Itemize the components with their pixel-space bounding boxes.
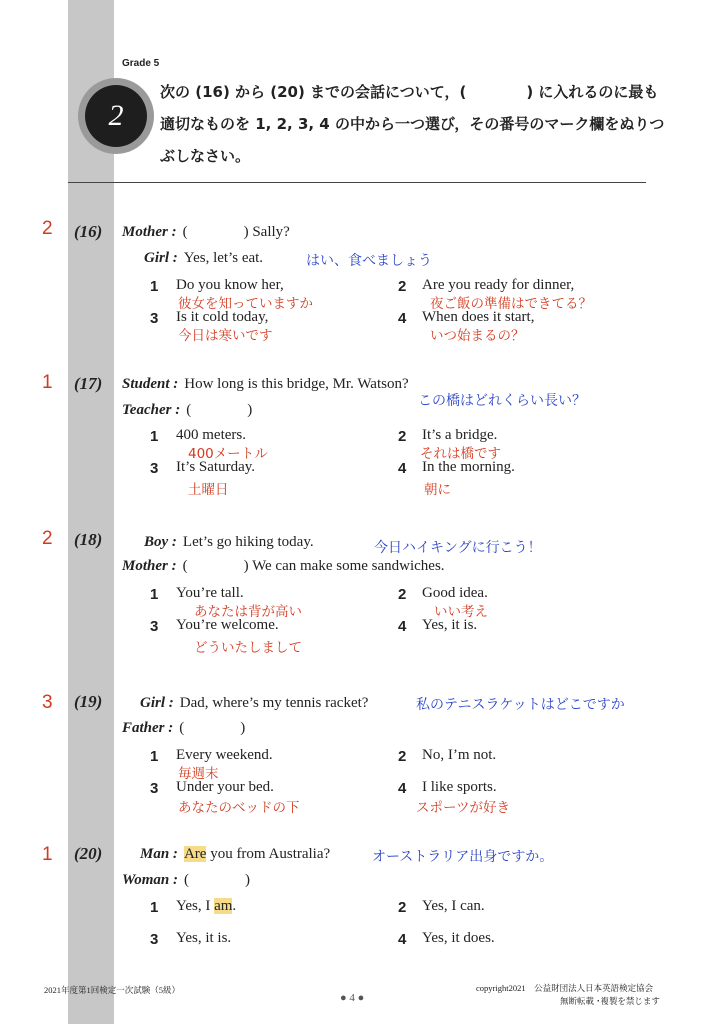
note-translation-18: 今日ハイキングに行こう！ <box>374 540 542 556</box>
dialogue-line-17-1 <box>122 376 409 393</box>
speaker: Boy : <box>144 534 177 550</box>
option-translation: 夜ご飯の準備はできてる？ <box>430 296 592 312</box>
question-number-18: (18) <box>74 530 103 549</box>
option-number: 4 <box>398 931 407 948</box>
question-number-19: (19) <box>74 692 103 711</box>
section-number-badge: 2 <box>85 85 147 147</box>
option-translation: あなたのベッドの下 <box>178 800 300 816</box>
paren-open: ( <box>179 720 185 736</box>
dialogue-line-19-1 <box>140 695 368 712</box>
option-text: Do you know her, <box>176 277 284 293</box>
option-translation: 彼女を知っていますか <box>178 296 313 312</box>
paren-open: ( <box>186 402 192 418</box>
option-number: 2 <box>398 428 407 445</box>
option-number: 4 <box>398 780 407 797</box>
dialogue-line-20-2 <box>122 872 250 889</box>
paren-open: ( <box>182 224 188 240</box>
option-translation: それは橋です <box>420 446 501 462</box>
dialogue-line-17-2 <box>122 402 252 419</box>
answer-mark-20: 1 <box>42 844 53 865</box>
option-number: 3 <box>150 931 159 948</box>
option-number: 3 <box>150 460 159 477</box>
speaker: Girl : <box>144 250 178 266</box>
option-number: 4 <box>398 460 407 477</box>
option-number: 2 <box>398 899 407 916</box>
line-text: ) <box>240 720 246 736</box>
option-text: Yes, I can. <box>422 898 485 914</box>
question-number-17: (17) <box>74 374 103 393</box>
line-text: you from Australia? <box>210 846 331 862</box>
instruction-line-3: ぶしなさい。 <box>160 147 251 165</box>
option-translation: 400メートル <box>188 446 268 462</box>
option-translation: どういたしまして <box>194 640 302 656</box>
option-text: I like sports. <box>422 779 497 795</box>
option-translation: スポーツが好き <box>416 800 510 816</box>
option-translation: 土曜日 <box>188 482 229 498</box>
question-number-20: (20) <box>74 844 103 863</box>
option-text: It’s Saturday. <box>176 459 256 475</box>
option-text: When does it start, <box>422 309 535 325</box>
line-text: ) <box>247 402 253 418</box>
footer-notice: 無断転載 ･複製を禁じます <box>560 996 660 1006</box>
option-number: 3 <box>150 310 159 327</box>
option-number: 3 <box>150 780 159 797</box>
option-text: You’re tall. <box>176 585 244 601</box>
option-text: Yes, it does. <box>422 930 495 946</box>
option-text: Is it cold today, <box>176 309 269 325</box>
paren-open: ( <box>182 558 188 574</box>
highlighted-word: am <box>214 898 233 914</box>
option-text: Under your bed. <box>176 779 274 795</box>
speaker: Teacher : <box>122 402 181 418</box>
dialogue-line-19-2 <box>122 720 245 737</box>
answer-mark-18: 2 <box>42 528 53 549</box>
option-text: Yes, it is. <box>422 617 478 633</box>
option-text-part: . <box>232 898 237 914</box>
option-number: 1 <box>150 586 159 603</box>
line-text: Dad, where’s my tennis racket? <box>179 695 369 711</box>
footer-exam-info: 2021年度第1回検定一次試験（5級） <box>44 985 181 995</box>
speaker: Father : <box>122 720 174 736</box>
speaker: Man : <box>140 846 178 862</box>
line-text: ) <box>244 872 250 888</box>
highlighted-word: Are <box>183 846 207 862</box>
option-number: 2 <box>398 278 407 295</box>
note-translation-16: はい、食べましょう <box>306 253 432 269</box>
speaker: Girl : <box>140 695 174 711</box>
speaker: Mother : <box>122 558 177 574</box>
speaker: Mother : <box>122 224 177 240</box>
option-text: 400 meters. <box>176 427 246 443</box>
page-number: ● 4 ● <box>340 992 365 1004</box>
answer-mark-17: 1 <box>42 372 53 393</box>
dialogue-line-20-1 <box>140 846 330 863</box>
option-number: 3 <box>150 618 159 635</box>
option-text: You’re welcome. <box>176 617 279 633</box>
dialogue-line-16-2 <box>144 250 263 267</box>
speaker: Woman : <box>122 872 178 888</box>
option-number: 1 <box>150 278 159 295</box>
paren-open: ( <box>183 872 189 888</box>
option-number: 2 <box>398 586 407 603</box>
instruction-line-1: 次の (16) から (20) までの会話について，( ) に入れるのに最も <box>160 83 659 101</box>
option-number: 1 <box>150 899 159 916</box>
option-number: 2 <box>398 748 407 765</box>
footer-copyright: copyright2021 公益財団法人日本英語検定協会 <box>476 983 654 993</box>
note-translation-19: 私のテニスラケットはどこですか <box>416 697 625 713</box>
option-text: Are you ready for dinner, <box>422 277 575 293</box>
option-translation: いい考え <box>434 604 488 620</box>
line-text: Let’s go hiking today. <box>182 534 314 550</box>
dialogue-line-18-1 <box>144 534 314 551</box>
option-number: 4 <box>398 618 407 635</box>
line-text: How long is this bridge, Mr. Watson? <box>184 376 409 392</box>
note-translation-20: オーストラリア出身ですか。 <box>372 849 554 865</box>
answer-mark-16: 2 <box>42 218 53 239</box>
option-text: In the morning. <box>422 459 515 475</box>
option-translation: 毎週末 <box>178 766 219 782</box>
option-number: 1 <box>150 428 159 445</box>
option-text: No, I’m not. <box>422 747 497 763</box>
option-translation: 朝に <box>424 482 451 498</box>
instruction-line-2: 適切なものを 1, 2, 3, 4 の中から一つ選び，その番号のマーク欄をぬりつ <box>160 115 665 133</box>
dialogue-line-16-1 <box>122 224 290 241</box>
line-text: ) We can make some sandwiches. <box>243 558 445 574</box>
option-text: Good idea. <box>422 585 488 601</box>
option-translation: いつ始まるの？ <box>430 328 525 344</box>
option-text: Every weekend. <box>176 747 273 763</box>
line-text: Yes, let’s eat. <box>183 250 264 266</box>
option-translation: あなたは背が高い <box>194 604 302 620</box>
header-divider <box>68 182 646 183</box>
question-number-16: (16) <box>74 222 103 241</box>
option-number: 1 <box>150 748 159 765</box>
option-number: 4 <box>398 310 407 327</box>
left-gray-bar <box>68 0 114 1024</box>
answer-mark-19: 3 <box>42 692 53 713</box>
page-number-value: 4 <box>349 992 355 1004</box>
option-text <box>176 898 236 915</box>
note-translation-17: この橋はどれくらい長い？ <box>418 393 586 409</box>
option-text: Yes, it is. <box>176 930 232 946</box>
option-translation: 今日は寒いです <box>178 328 273 344</box>
line-text: ) Sally? <box>243 224 290 240</box>
grade-label: Grade 5 <box>122 58 160 69</box>
speaker: Student : <box>122 376 179 392</box>
dialogue-line-18-2 <box>122 558 445 575</box>
option-text-part: Yes, I <box>176 898 211 914</box>
option-text: It’s a bridge. <box>422 427 498 443</box>
